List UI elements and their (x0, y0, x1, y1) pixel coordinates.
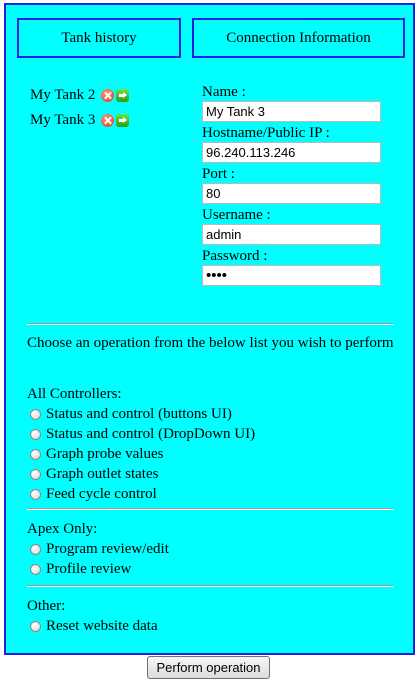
group-apex-only (27, 520, 169, 579)
option-status-dropdown[interactable] (27, 424, 255, 444)
radio-button[interactable] (30, 429, 41, 440)
group-title: All Controllers: (27, 386, 122, 402)
radio-button[interactable] (30, 489, 41, 500)
option-program-review[interactable] (27, 539, 169, 559)
list-item (30, 108, 129, 132)
option-graph-probe[interactable] (27, 444, 255, 464)
username-input[interactable] (202, 224, 381, 245)
option-graph-outlet[interactable] (27, 464, 255, 484)
option-label: Profile review (46, 560, 132, 577)
tank-history-name[interactable]: My Tank 2 (30, 86, 96, 103)
radio-button[interactable] (30, 469, 41, 480)
group-other (27, 597, 158, 636)
connection-form (202, 83, 384, 288)
radio-button[interactable] (30, 564, 41, 575)
main-panel (4, 3, 415, 655)
tab-tank-history[interactable]: Tank history (17, 18, 181, 58)
option-label: Status and control (buttons UI) (46, 405, 232, 422)
radio-button[interactable] (30, 621, 41, 632)
radio-button[interactable] (30, 449, 41, 460)
option-label: Feed cycle control (46, 485, 157, 502)
go-arrow-icon[interactable] (116, 114, 129, 127)
tank-history-name[interactable]: My Tank 3 (30, 111, 96, 128)
username-label: Username : (202, 207, 271, 223)
port-input[interactable] (202, 183, 381, 204)
delete-icon[interactable] (101, 114, 114, 127)
option-label: Graph outlet states (46, 465, 159, 482)
option-feed-cycle[interactable] (27, 484, 255, 504)
instructions-text: Choose an operation from the below list you wish to perform (27, 335, 394, 351)
option-label: Reset website data (46, 617, 158, 634)
tab-connection-information[interactable]: Connection Information (192, 18, 405, 58)
option-status-buttons[interactable] (27, 404, 255, 424)
option-label: Status and control (DropDown UI) (46, 425, 256, 442)
hostname-label: Hostname/Public IP : (202, 125, 330, 141)
radio-button[interactable] (30, 544, 41, 555)
group-title: Other: (27, 598, 66, 614)
password-input[interactable] (202, 265, 381, 286)
option-label: Graph probe values (46, 445, 164, 462)
divider (27, 323, 393, 325)
perform-operation-button[interactable]: Perform operation (147, 656, 270, 679)
delete-icon[interactable] (101, 89, 114, 102)
go-arrow-icon[interactable] (116, 89, 129, 102)
divider (27, 585, 393, 587)
divider (27, 508, 393, 510)
port-label: Port : (202, 166, 235, 182)
group-all-controllers (27, 385, 255, 504)
name-label: Name : (202, 84, 246, 100)
option-label: Program review/edit (46, 540, 169, 557)
list-item (30, 83, 129, 107)
group-title: Apex Only: (27, 521, 98, 537)
option-profile-review[interactable] (27, 559, 169, 579)
hostname-input[interactable] (202, 142, 381, 163)
option-reset-website-data[interactable] (27, 616, 158, 636)
radio-button[interactable] (30, 409, 41, 420)
name-input[interactable] (202, 101, 381, 122)
password-label: Password : (202, 248, 268, 264)
tank-history-list (30, 83, 129, 133)
